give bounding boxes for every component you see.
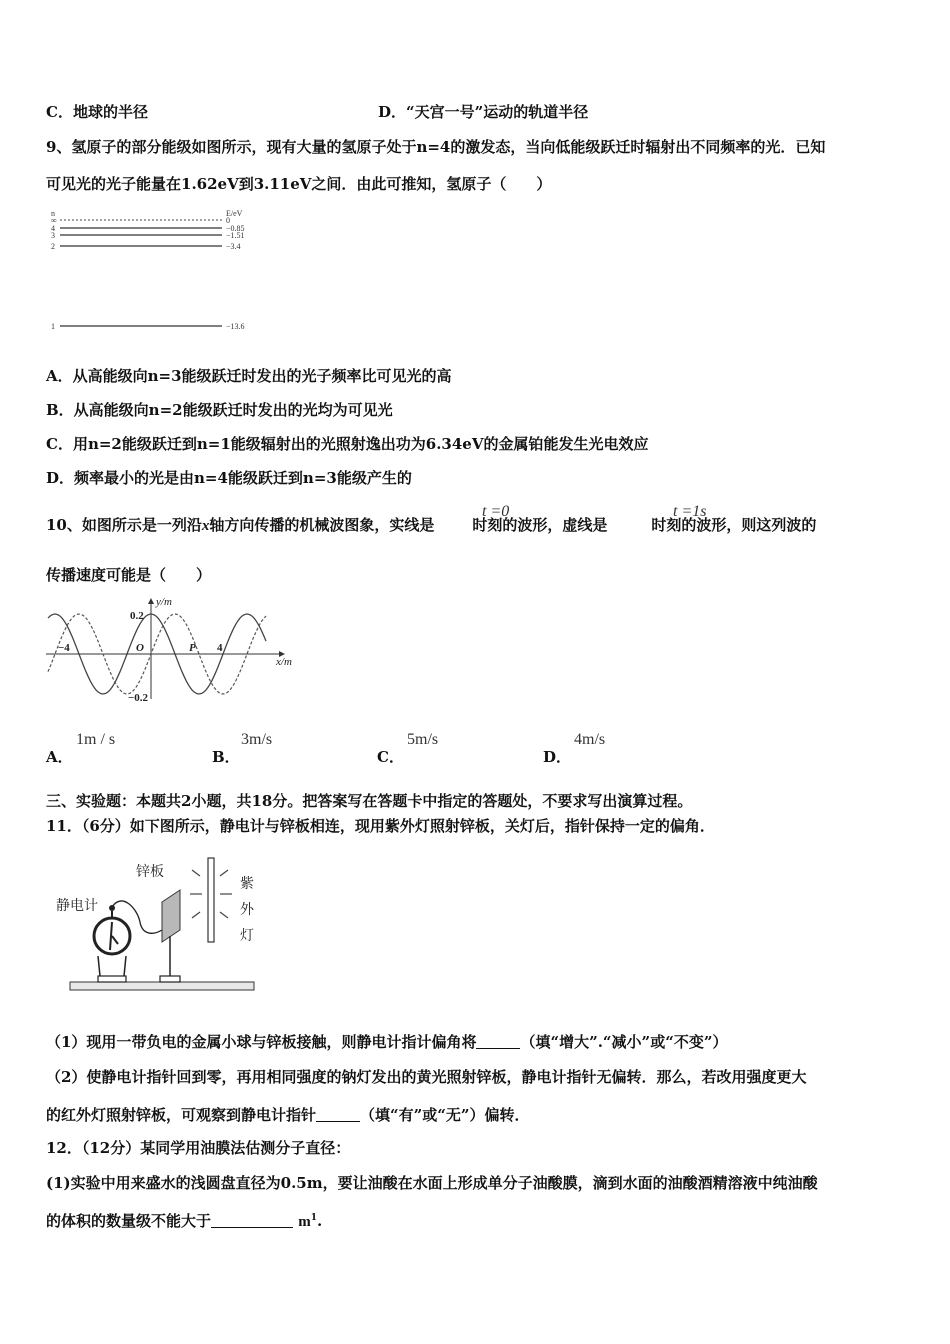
q12-sub1-line1: (1)实验中用来盛水的浅圆盘直径为0.5m，要让油酸在水面上形成单分子油酸膜，滴到水面的油酸酒精溶液中纯油酸 (46, 1174, 818, 1192)
q12-unit: m (298, 1214, 311, 1230)
q11-sub2-line1: （2）使静电计指针回到零，再用相同强度的钠灯发出的黄光照射锌板，静电计指针无偏转．那么，若改用强度更大 (46, 1068, 807, 1086)
q10-option-b-label: B． (212, 748, 240, 766)
level-4-e: −0.85 (226, 224, 245, 233)
q10-option-d-label: D． (543, 748, 572, 766)
q10-option-b-value: 3m/s (241, 731, 273, 748)
y-bottom-label: −0.2 (128, 692, 149, 704)
level-1-e: −13.6 (226, 322, 245, 331)
q10-option-a-label: A． (46, 748, 73, 766)
level-3-n: 3 (51, 231, 55, 240)
electroscope-figure (52, 852, 262, 994)
lamp-label-3: 灯 (240, 929, 254, 944)
x-axis-label: x/m (276, 656, 292, 668)
energy-level-diagram (46, 204, 276, 336)
q12-sub1-blank[interactable] (211, 1213, 293, 1228)
uv-lamp (208, 858, 214, 942)
level-2-n: 2 (51, 242, 55, 251)
x-pos-label: 4 (217, 642, 223, 654)
q10-option-c-label: C． (377, 748, 404, 766)
level-inf-e: 0 (226, 216, 230, 225)
q10-option-a-value: 1m / s (76, 731, 116, 748)
level-inf-n: ∞ (51, 216, 57, 225)
electroscope-label: 静电计 (56, 899, 98, 914)
q11-sub1-blank[interactable] (476, 1034, 520, 1049)
q9-option-c: C．用n=2能级跃迁到n=1能级辐射出的光照射逸出功为6.34eV的金属铂能发生光电效应 (46, 435, 649, 453)
q8-option-d: D．“天宫一号”运动的轨道半径 (378, 103, 589, 121)
lamp-label-2: 外 (240, 903, 254, 918)
q11-sub2-blank[interactable] (316, 1107, 360, 1122)
zinc-plate (162, 890, 180, 942)
y-axis-label: y/m (156, 596, 172, 608)
n-header: n (51, 209, 55, 218)
origin-label: O (136, 642, 144, 654)
q9-stem-line2: 可见光的光子能量在1.62eV到3.11eV之间．由此可推知，氢原子（ ） (46, 175, 552, 193)
q9-option-d: D．频率最小的光是由n=4能级跃迁到n=3能级产生的 (46, 469, 412, 487)
q10-stem-line2: 传播速度可能是（ ） (46, 566, 212, 584)
q8-option-c: C．地球的半径 (46, 103, 148, 121)
q12-sub1-line2: 的体积的数量级不能大于 $m^1$. (46, 1212, 323, 1230)
level-3-e: −1.51 (226, 231, 245, 240)
level-1-n: 1 (51, 322, 55, 331)
wave-graph (44, 595, 300, 705)
q12-stem: 12．（12分）某同学用油膜法估测分子直径： (46, 1139, 351, 1157)
q11-sub1: （1）现用一带负电的金属小球与锌板接触，则静电计指计偏角将 （填“增大”.“减小”或“不变”） (46, 1033, 728, 1051)
x-neg-label: −4 (58, 642, 70, 654)
q10-t1: t =1s (673, 503, 707, 520)
q9-stem-line1: 9、氢原子的部分能级如图所示，现有大量的氢原子处于n=4的激发态，当向低能级跃迁时辐射出不同频率的光．已知 (46, 138, 826, 156)
level-2-e: −3.4 (226, 242, 241, 251)
level-4-n: 4 (51, 224, 55, 233)
q11-sub2-line2: 的红外灯照射锌板，可观察到静电计指针 （填“有”或“无”）偏转． (46, 1106, 530, 1124)
zinc-plate-label: 锌板 (136, 865, 164, 880)
q9-option-b: B．从高能级向n=2能级跃迁时发出的光均为可见光 (46, 401, 393, 419)
q10-t0: t =0 (482, 503, 510, 520)
e-header: E/eV (226, 209, 243, 218)
q11-stem: 11．（6分）如下图所示，静电计与锌板相连，现用紫外灯照射锌板，关灯后，指针保持一定的偏角． (46, 817, 715, 835)
lamp-label-1: 紫 (240, 877, 254, 892)
section3-heading: 三、实验题：本题共2小题，共18分。把答案写在答题卡中指定的答题处，不要求写出演算过程。 (46, 792, 693, 810)
q10-stem-line1: 10、如图所示是一列沿x轴方向传播的机械波图象，实线是 时刻的波形，虚线是 时刻的波形，则这列波的 (46, 516, 817, 534)
point-p-label: P (189, 642, 196, 654)
q10-option-d-value: 4m/s (574, 731, 606, 748)
base-board (70, 982, 254, 990)
y-top-label: 0.2 (130, 610, 144, 622)
q10-option-c-value: 5m/s (407, 731, 439, 748)
q9-option-a: A．从高能级向n=3能级跃迁时发出的光子频率比可见光的高 (46, 367, 452, 385)
